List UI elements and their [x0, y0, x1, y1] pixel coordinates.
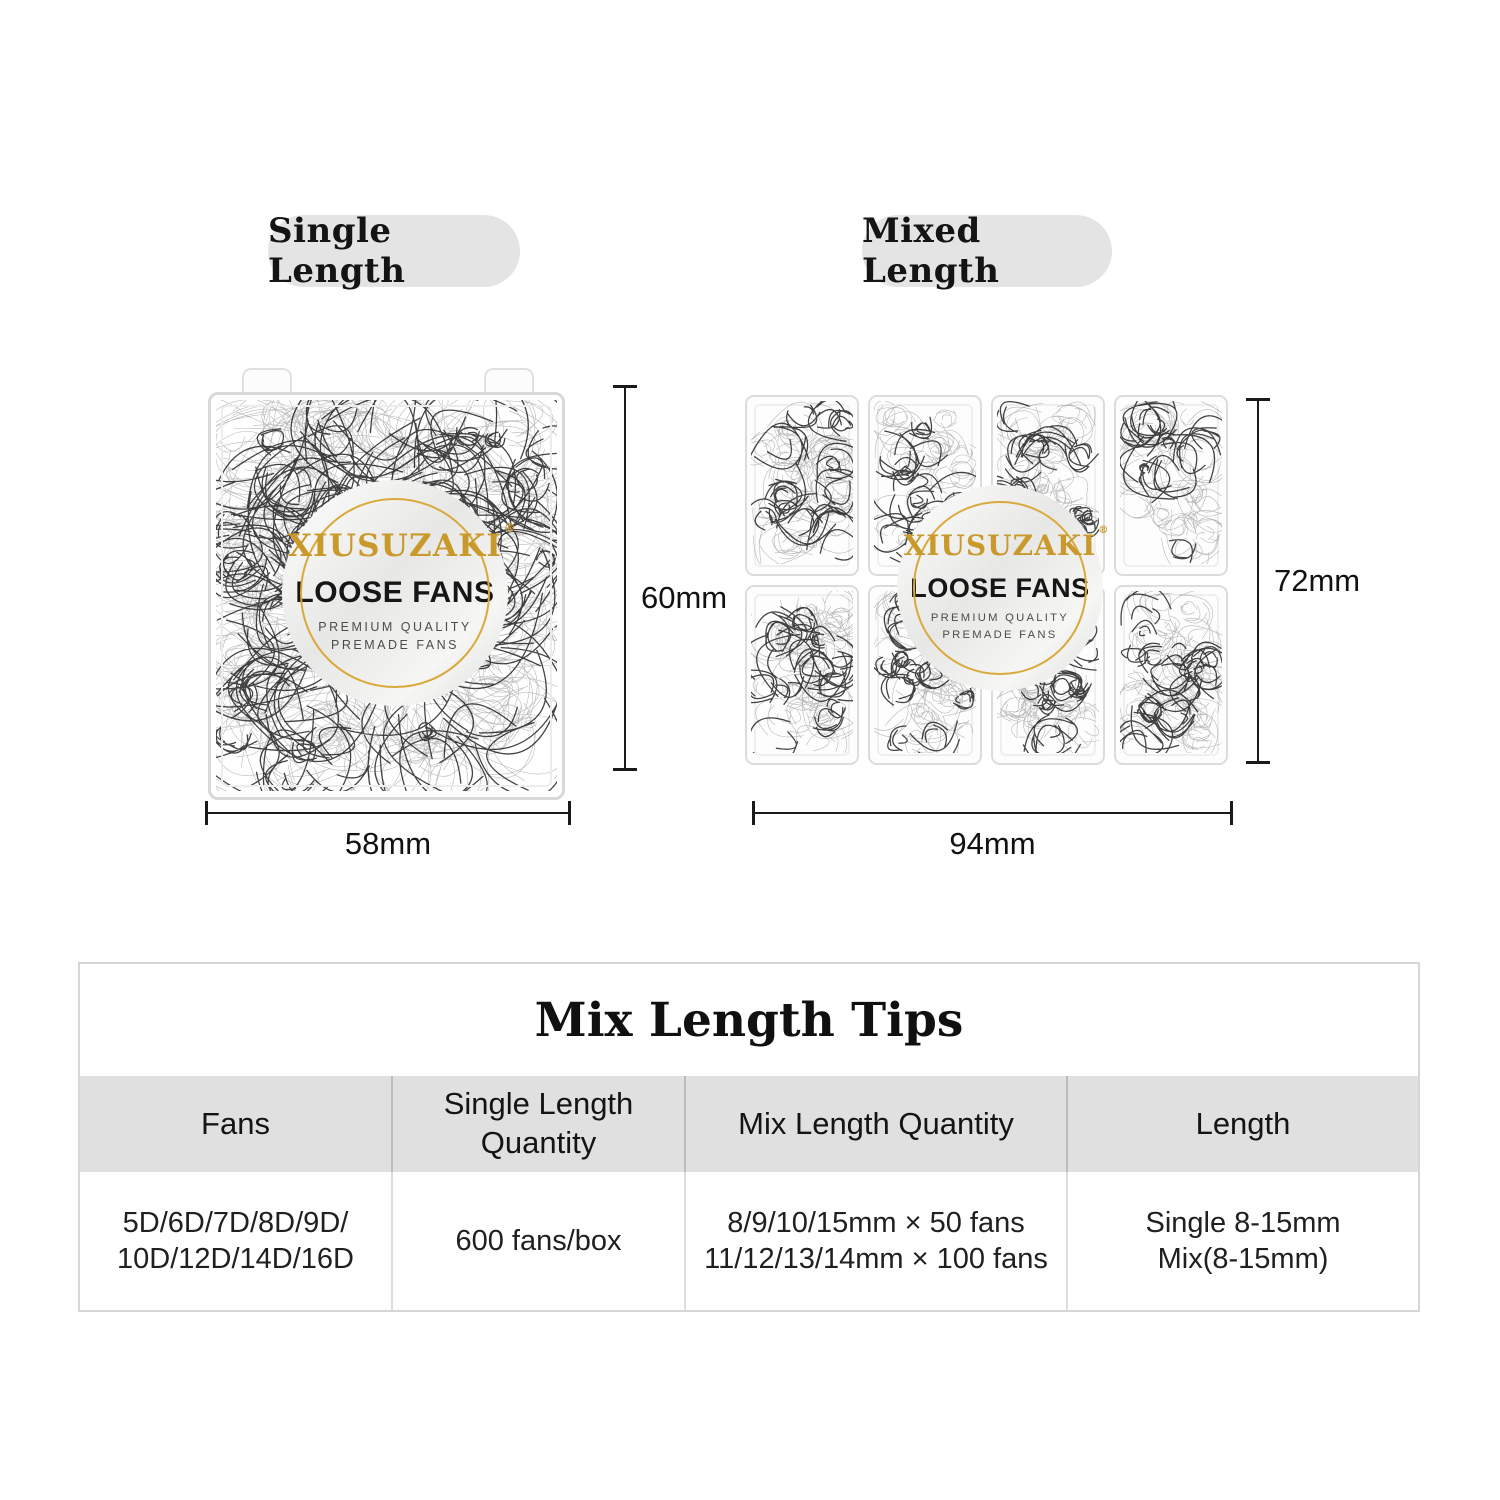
dimension-line-mixed-width — [753, 812, 1232, 814]
spec-table-data-row — [80, 1172, 1418, 1310]
data-cell-fans: 5D/6D/7D/8D/9D/ 10D/12D/14D/16D — [80, 1172, 391, 1310]
lash-cluster-image — [751, 591, 853, 754]
dimension-line-mixed-height — [1257, 399, 1259, 763]
dimension-line-single-height — [624, 386, 626, 770]
registered-mark: ® — [1097, 523, 1110, 536]
dimension-line-single-width — [206, 812, 570, 814]
brand-seal — [897, 485, 1110, 691]
seal-product-text: LOOSE FANS — [910, 572, 1090, 603]
compartment — [1114, 395, 1228, 576]
badge-mixed-length — [862, 211, 1112, 291]
seal-tagline: PREMIUM QUALITY PREMADE FANS — [930, 612, 1070, 642]
spec-table-header-row — [80, 1076, 1418, 1172]
header-cell-fans: Fans — [201, 1105, 270, 1141]
data-cell-single-quantity: 600 fans/box — [391, 1172, 684, 1310]
seal-product-text: LOOSE FANS — [295, 576, 495, 610]
header-cell-length: Length — [1066, 1076, 1418, 1172]
seal-brand-text: XIUSUZAKI ® — [903, 523, 1110, 563]
badge-single-length-label: Single Length — [268, 211, 406, 291]
lash-cluster-image — [751, 401, 853, 564]
dimension-label-single-width: 58mm — [344, 826, 432, 861]
header-cell-mix-quantity: Mix Length Quantity — [684, 1076, 1066, 1172]
spec-table-title: Mix Length Tips — [534, 992, 964, 1048]
lash-cluster-image — [1120, 591, 1222, 754]
header-cell-single-quantity: Single Length Quantity — [391, 1076, 684, 1172]
brand-seal — [282, 480, 517, 706]
registered-mark: ® — [503, 520, 517, 535]
spec-table — [78, 962, 1420, 1312]
badge-mixed-length-label: Mixed Length — [862, 211, 1000, 291]
data-cell-length: Single 8-15mm Mix(8-15mm) — [1066, 1172, 1418, 1310]
compartment — [745, 585, 859, 766]
seal-tagline: PREMIUM QUALITY PREMADE FANS — [318, 619, 472, 653]
data-cell-mix-quantity: 8/9/10/15mm × 50 fans 11/12/13/14mm × 100 fans — [684, 1172, 1066, 1310]
dimension-label-mixed-width: 94mm — [949, 826, 1036, 861]
dimension-label-single-height: 60mm — [641, 580, 728, 615]
seal-brand-text: XIUSUZAKI ® — [287, 520, 517, 564]
compartment — [1114, 585, 1228, 766]
compartment — [745, 395, 859, 576]
badge-single-length — [268, 211, 520, 291]
dimension-label-mixed-height: 72mm — [1274, 563, 1361, 598]
lash-cluster-image — [1120, 401, 1222, 564]
